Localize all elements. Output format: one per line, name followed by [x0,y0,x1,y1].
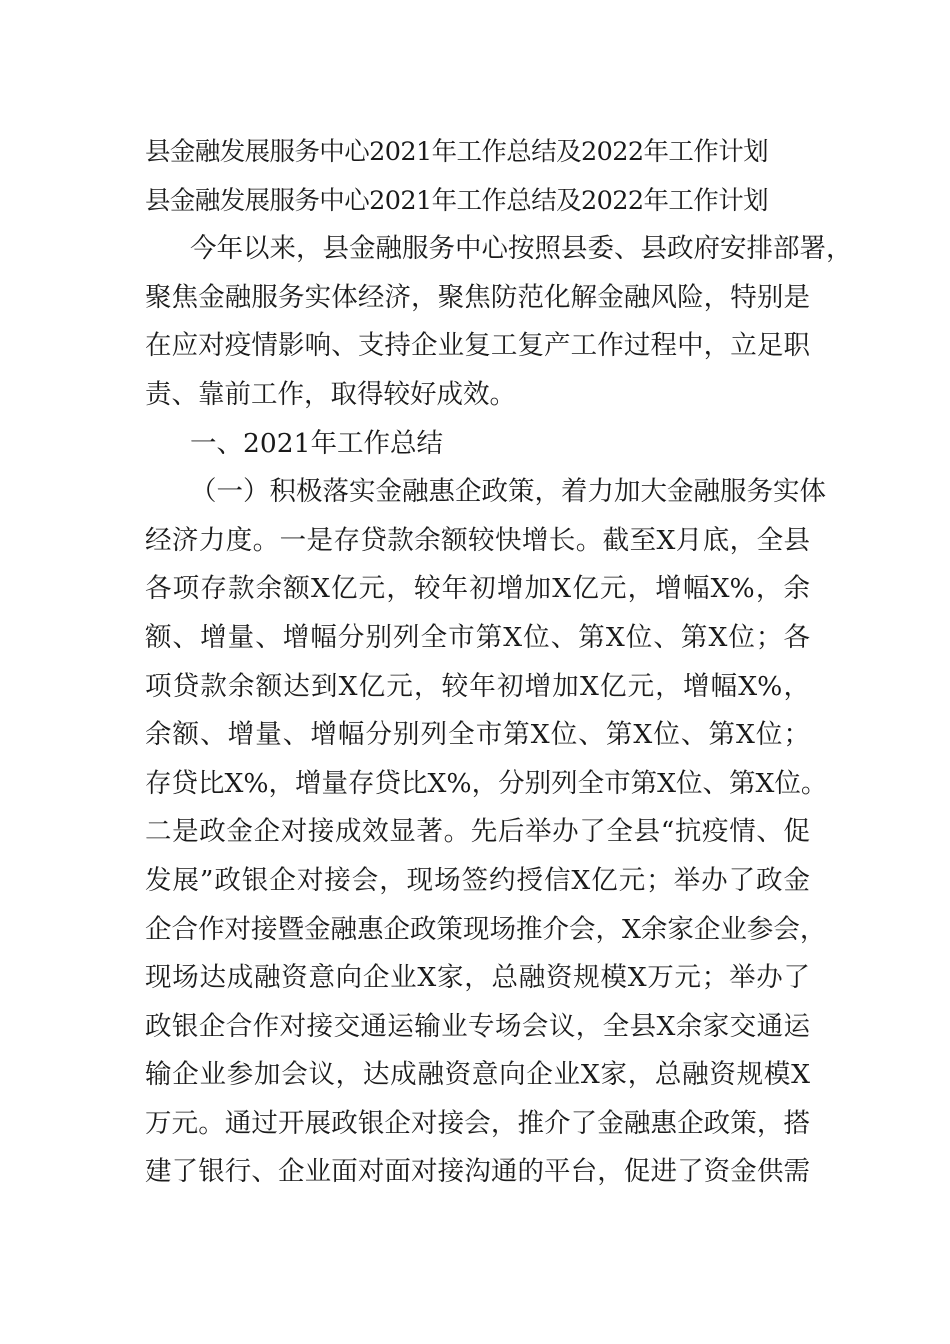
paragraph-line: 余额、增量、增幅分别列全市第X位、第X位、第X位； [145,719,810,751]
document-title-line-1: 县金融发展服务中心2021年工作总结及2022年工作计划 [145,137,768,167]
paragraph-line: （一）积极落实金融惠企政策，着力加大金融服务实体 [190,476,826,508]
paragraph-line: 项贷款余额达到X亿元，较年初增加X亿元，增幅X%， [145,670,810,702]
intro-paragraph [145,225,853,419]
section-1-paragraph [145,468,828,1197]
paragraph-line: 现场达成融资意向企业X家，总融资规模X万元；举办了 [145,962,810,994]
paragraph-line: 政银企合作对接交通运输业专场会议，全县X余家交通运 [145,1010,810,1042]
paragraph-line: 建了银行、企业面对面对接沟通的平台，促进了资金供需 [145,1156,810,1188]
paragraph-line: 经济力度。一是存贷款余额较快增长。截至X月底，全县 [145,524,810,556]
paragraph-line: 发展”政银企对接会，现场签约授信X亿元；举办了政金 [145,864,810,896]
paragraph-line: 今年以来，县金融服务中心按照县委、县政府安排部署， [190,233,853,265]
paragraph-line: 万元。通过开展政银企对接会，推介了金融惠企政策，搭 [145,1107,810,1139]
paragraph-line: 责、靠前工作，取得较好成效。 [145,378,516,410]
section-heading: 一、2021年工作总结 [190,427,443,459]
paragraph-line: 聚焦金融服务实体经济，聚焦防范化解金融风险，特别是 [145,281,810,313]
paragraph-line: 输企业参加会议，达成融资意向企业X家，总融资规模X [145,1059,810,1091]
paragraph-line: 存贷比X%，增量存贷比X%，分别列全市第X位、第X位。 [145,767,828,799]
document-body [145,128,853,1197]
paragraph-line: 企合作对接暨金融惠企政策现场推介会，X余家企业参会， [145,913,827,945]
paragraph-line: 额、增量、增幅分别列全市第X位、第X位、第X位；各 [145,621,810,653]
paragraph-line: 在应对疫情影响、支持企业复工复产工作过程中，立足职 [145,330,810,362]
paragraph-line: 各项存款余额X亿元，较年初增加X亿元，增幅X%，余 [145,573,810,605]
document-title-line-2: 县金融发展服务中心2021年工作总结及2022年工作计划 [145,185,768,216]
paragraph-line: 二是政金企对接成效显著。先后举办了全县“抗疫情、促 [145,816,810,848]
